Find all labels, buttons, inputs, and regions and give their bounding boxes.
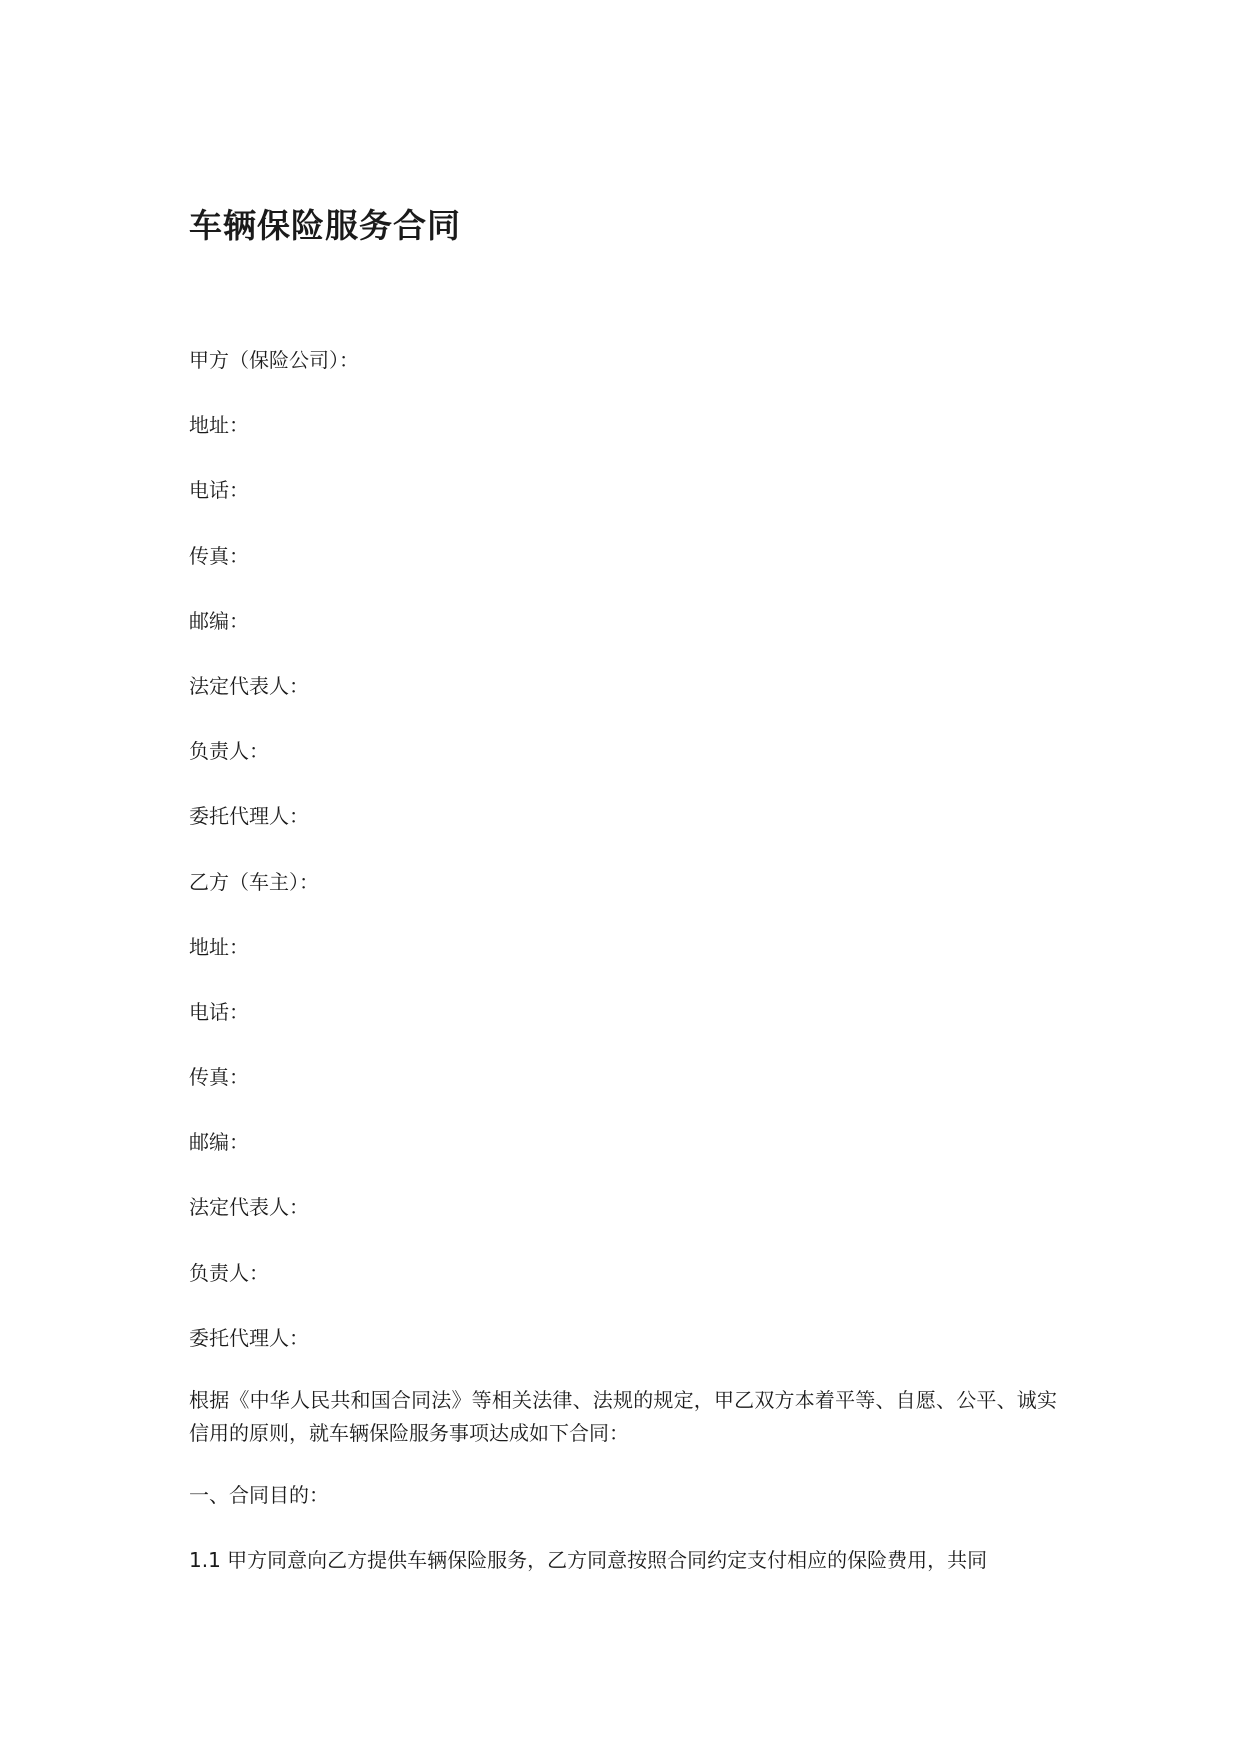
party-a-agent-field: 委托代理人： — [189, 804, 309, 829]
clause-1-1: 1.1 甲方同意向乙方提供车辆保险服务，乙方同意按照合同约定支付相应的保险费用，共同 — [189, 1548, 988, 1572]
party-b-address-field: 地址： — [189, 934, 249, 959]
party-b-fax-field: 传真： — [189, 1065, 249, 1090]
party-a-fax-field: 传真： — [189, 543, 249, 568]
party-b-legal-rep-field: 法定代表人： — [189, 1195, 309, 1220]
party-b-postcode-field: 邮编： — [189, 1130, 249, 1155]
party-b-name-field: 乙方（车主）： — [189, 869, 319, 894]
party-b-phone-field: 电话： — [189, 999, 249, 1024]
party-a-postcode-field: 邮编： — [189, 608, 249, 633]
party-b-agent-field: 委托代理人： — [189, 1325, 309, 1350]
party-a-phone-field: 电话： — [189, 478, 249, 503]
party-a-address-field: 地址： — [189, 413, 249, 438]
section-1-heading: 一、合同目的： — [189, 1483, 329, 1507]
party-b-person-in-charge-field: 负责人： — [189, 1260, 269, 1285]
party-a-person-in-charge-field: 负责人： — [189, 739, 269, 764]
intro-paragraph: 根据《中华人民共和国合同法》等相关法律、法规的规定，甲乙双方本着平等、自愿、公平、诚实信用的原则，就车辆保险服务事项达成如下合同： — [189, 1388, 1057, 1445]
party-a-name-field: 甲方（保险公司）： — [189, 348, 359, 372]
document-title: 车辆保险服务合同 — [189, 206, 461, 245]
party-fields-list — [189, 340, 1069, 1383]
party-a-legal-rep-field: 法定代表人： — [189, 673, 309, 698]
